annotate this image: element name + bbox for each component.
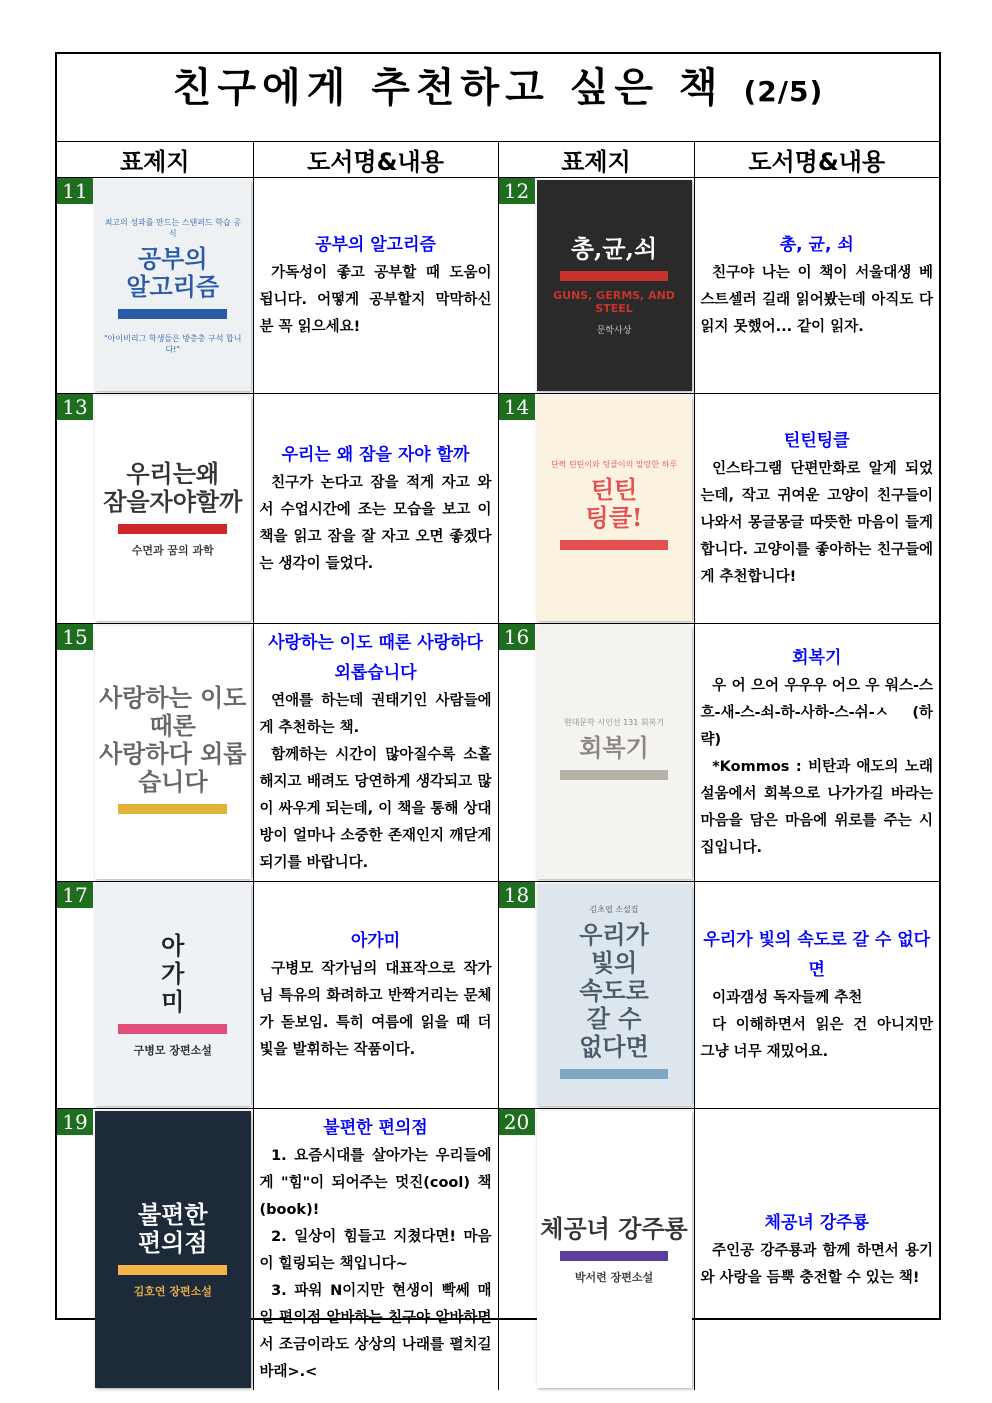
book-description	[695, 226, 940, 345]
cover-subtitle: 박서련 장편소설	[574, 1270, 654, 1284]
cover-title: 우리가 빛의 속도로 갈 수 없다면	[579, 919, 649, 1061]
book-review-paragraph: 우 어 으어 우우우 어으 우 워스-스흐-새-스-쇠-하-사하-스-쉬-ㅅ (하략)	[700, 678, 933, 748]
cover-title: 체공녀 강주룡	[540, 1213, 688, 1243]
table-row	[57, 882, 939, 1109]
content-cell	[694, 394, 939, 624]
book-cover-image	[537, 180, 692, 391]
cover-subtitle: 수면과 꿈의 과학	[131, 543, 214, 557]
cover-title: 불편한 편의점	[137, 1199, 208, 1257]
book-review-paragraph: 주인공 강주룡과 함께 하면서 용기와 사랑을 듬뿍 충전할 수 있는 책!	[700, 1242, 933, 1286]
content-cell	[694, 624, 939, 882]
document-frame	[55, 52, 941, 1380]
book-review-paragraph: 다 이해하면서 읽은 건 아니지만 그냥 너무 재밌어요.	[700, 1016, 933, 1060]
cover-subtitle: GUNS, GERMS, AND STEEL	[553, 289, 675, 315]
book-title: 우리는 왜 잠을 자야 할까	[281, 444, 470, 465]
cover-cell	[498, 1109, 694, 1391]
book-description	[254, 922, 498, 1068]
title-page-indicator: (2/5)	[743, 75, 824, 108]
book-review-paragraph: 연애를 하는데 권태기인 사람들에게 추천하는 책.	[259, 693, 492, 736]
cover-quote: "아이비리그 학생들은 방총총 구석 합니다!"	[104, 333, 242, 354]
cover-subtitle: 김호연 장편소설	[133, 1284, 212, 1298]
content-cell	[253, 394, 498, 624]
book-review-paragraph: 인스타그램 단편만화로 알게 되었는데, 작고 귀여운 고양이 친구들이 나와서 몽글몽글 따뜻한 마음이 들게 합니다. 고양이를 좋아하는 친구들에게 추천합니다!	[700, 461, 933, 585]
cover-cell	[498, 624, 694, 882]
cover-accent-band	[560, 540, 669, 550]
content-cell	[694, 882, 939, 1109]
book-number-badge: 19	[57, 1109, 93, 1135]
content-cell	[253, 882, 498, 1109]
title-text: 친구에게 추천하고 싶은 책	[172, 65, 724, 111]
cover-tagline: 최고의 성과를 만드는 스탠퍼드 학습 공식	[104, 217, 241, 238]
book-description	[254, 226, 498, 345]
book-review-paragraph: 친구가 논다고 잠을 적게 자고 와서 수업시간에 조는 모습을 보고 이 책을 읽고 잠을 잘 자고 오면 좋겠다는 생각이 들었다.	[259, 474, 492, 572]
book-title: 총, 균, 쇠	[779, 235, 854, 255]
book-review-paragraph: 이과갬성 독자들께 추천	[712, 989, 863, 1006]
cover-title: 총,균,쇠	[570, 234, 658, 263]
book-review-paragraph: 구병모 작가님의 대표작으로 작가님 특유의 화려하고 반짝거리는 문체가 돋보임. 특히 여름에 읽을 때 더 빛을 발휘하는 작품이다.	[259, 961, 492, 1058]
book-title: 우리가 빛의 속도로 갈 수 없다면	[703, 929, 931, 980]
book-number-badge: 14	[499, 394, 535, 420]
book-cover-image	[95, 180, 251, 391]
page-title	[57, 56, 939, 113]
book-number-badge: 17	[57, 882, 93, 908]
table-row	[57, 394, 939, 624]
book-title: 아가미	[350, 931, 401, 951]
cover-cell	[57, 394, 253, 624]
header-cover-1: 표제지	[57, 142, 253, 178]
book-description	[254, 436, 498, 582]
cover-title: 사랑하는 이도 때론 사랑하다 외롭습니다	[99, 682, 247, 796]
book-number-badge: 12	[499, 178, 535, 204]
cover-cell	[57, 1109, 253, 1391]
book-review-paragraph: 2. 일상이 힘들고 지쳤다면! 마음이 힐링되는 책입니다~	[259, 1229, 492, 1272]
book-description	[254, 624, 498, 881]
book-cover-image	[537, 884, 692, 1106]
content-cell	[253, 624, 498, 882]
cover-cell	[498, 394, 694, 624]
book-description	[695, 921, 940, 1070]
book-cover-image	[537, 396, 692, 621]
book-review-paragraph: 1. 요즘시대를 살아가는 우리들에게 "힘"이 되어주는 멋진(cool) 책(book)!	[259, 1148, 492, 1218]
title-row	[57, 54, 939, 142]
book-cover-image	[95, 884, 251, 1106]
book-review-paragraph: 친구야 나는 이 책이 서울대생 베스트셀러 길래 읽어봤는데 아직도 다 읽지 못했어... 같이 읽자.	[700, 265, 933, 335]
cover-title: 틴틴 팅클!	[585, 475, 643, 532]
header-cover-2: 표제지	[498, 142, 694, 178]
book-title: 체공녀 강주룡	[764, 1212, 869, 1233]
cover-accent-band	[560, 1251, 669, 1261]
cover-accent-band	[118, 804, 227, 814]
cover-title: 아 가 미	[161, 931, 185, 1016]
book-title: 틴틴팅클	[783, 431, 850, 451]
book-cover-image	[95, 1111, 251, 1388]
cover-cell	[57, 624, 253, 882]
cover-title: 회복기	[579, 733, 649, 762]
book-number-badge: 15	[57, 624, 93, 650]
book-review-paragraph: *Kommos : 비탄과 애도의 노래 설움에서 회복으로 나가가길 바라는 마음을 담은 마음에 위로를 주는 시집입니다.	[700, 759, 933, 856]
cover-title: 우리는왜 잠을자야할까	[103, 458, 243, 516]
cover-cell	[57, 178, 253, 394]
book-title: 공부의 알고리즘	[315, 235, 436, 255]
book-number-badge: 20	[499, 1109, 535, 1135]
content-cell	[694, 1109, 939, 1391]
cover-accent-band	[118, 524, 227, 534]
table-row	[57, 624, 939, 882]
cover-tagline: 현대문학 시인선 131 회복기	[563, 718, 665, 727]
cover-accent-band	[118, 1024, 227, 1034]
book-number-badge: 18	[499, 882, 535, 908]
cover-publisher: 문학사상	[596, 326, 632, 336]
header-row	[57, 142, 939, 178]
header-content-2: 도서명&내용	[694, 142, 939, 178]
book-description	[254, 1109, 498, 1390]
book-review-paragraph: 3. 파워 N이지만 현생이 빡쎄 매일 편의점 알바하는 친구야 알바하면서 조금이라도 상상의 나래를 펼치길 바래>.<	[259, 1283, 492, 1380]
table-row	[57, 178, 939, 394]
book-number-badge: 13	[57, 394, 93, 420]
cover-cell	[57, 882, 253, 1109]
cover-accent-band	[118, 309, 227, 319]
book-description	[695, 1204, 940, 1296]
book-review-paragraph: 함께하는 시간이 많아질수록 소홀해지고 배려도 당연하게 생각되고 많이 싸우게 되는데, 이 책을 통해 상대방이 얼마나 소중한 존재인지 깨닫게 되기를 바랍니다.	[259, 747, 492, 871]
book-number-badge: 11	[57, 178, 93, 204]
cover-tagline: 김초엽 소설집	[589, 904, 639, 914]
cover-cell	[498, 882, 694, 1109]
cover-title: 공부의 알고리즘	[126, 243, 220, 301]
book-title: 사랑하는 이도 때론 사랑하다 외롭습니다	[268, 633, 483, 683]
cover-accent-band	[560, 770, 669, 780]
book-description	[695, 422, 940, 595]
cover-tagline: 단짝 틴틴이와 팅클이의 말랑한 하루	[550, 460, 678, 469]
book-title: 불편한 편의점	[323, 1118, 428, 1138]
cover-accent-band	[560, 1069, 669, 1079]
book-review-paragraph: 가독성이 좋고 공부할 때 도움이 됩니다. 어떻게 공부할지 막막하신 분 꼭 읽으세요!	[259, 265, 492, 335]
cover-cell	[498, 178, 694, 394]
table-row	[57, 1109, 939, 1391]
book-description	[695, 639, 940, 866]
book-cover-image	[95, 626, 251, 879]
book-table	[57, 142, 939, 1390]
book-cover-image	[95, 396, 251, 621]
content-cell	[253, 178, 498, 394]
content-cell	[694, 178, 939, 394]
cover-subtitle: 구병모 장편소설	[133, 1044, 212, 1057]
book-cover-image	[537, 626, 692, 879]
cover-accent-band	[118, 1265, 227, 1275]
book-number-badge: 16	[499, 624, 535, 650]
header-content-1: 도서명&내용	[253, 142, 498, 178]
book-title: 회복기	[792, 648, 842, 668]
cover-accent-band	[560, 271, 669, 281]
content-cell	[253, 1109, 498, 1391]
book-cover-image	[537, 1111, 692, 1388]
